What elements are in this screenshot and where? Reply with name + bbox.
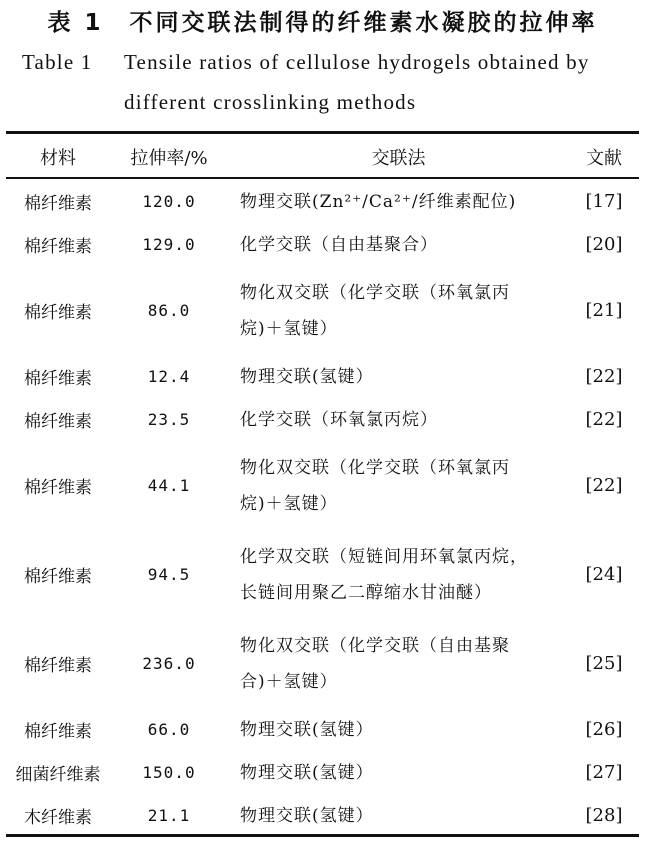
cell-ratio: 86.0: [147, 301, 191, 320]
method-line: 物理交联(氢键）: [240, 366, 374, 387]
method-line: 物理交联(氢键）: [240, 719, 374, 740]
cell-ratio: 236.0: [142, 654, 196, 673]
cell-ratio: 66.0: [147, 720, 191, 739]
method-line: 化学交联（自由基聚合）: [240, 234, 438, 255]
cell-method: [228, 794, 569, 837]
method-line: 化学交联（环氧氯丙烷）: [240, 409, 438, 430]
cell-method: [228, 441, 569, 530]
method-line: 烷)＋氢键）: [240, 318, 338, 339]
cell-ref: [26]: [585, 719, 623, 740]
method-line: 化学双交联（短链间用环氧氯丙烷，: [240, 546, 528, 567]
table-row: [6, 530, 639, 619]
cell-ref: [27]: [585, 762, 623, 783]
header-ref: 文献: [586, 148, 622, 169]
cell-ref: [17]: [585, 191, 623, 212]
method-line: 合)＋氢键）: [240, 671, 338, 692]
cell-ref: [25]: [585, 653, 623, 674]
cell-material: 棉纤维素: [24, 303, 92, 323]
cell-method: [228, 223, 569, 266]
header-row: [6, 134, 639, 180]
cell-method: [228, 180, 569, 223]
table-title-en: [22, 50, 590, 75]
table-row: [6, 223, 639, 266]
cell-ref: [22]: [585, 366, 623, 387]
cell-method: [228, 355, 569, 398]
method-line: 物化双交联（化学交联（自由基聚: [240, 635, 510, 656]
cell-ratio: 12.4: [147, 367, 191, 386]
method-line: 物理交联(氢键）: [240, 805, 374, 826]
table-label-en: Table 1: [22, 50, 93, 74]
cell-ratio: 150.0: [142, 763, 196, 782]
cell-method: [228, 751, 569, 794]
cell-method: [228, 708, 569, 751]
cell-material: 棉纤维素: [24, 722, 92, 742]
table-row: [6, 751, 639, 794]
method-line: 长链间用聚乙二醇缩水甘油醚）: [240, 582, 492, 603]
cell-ref: [22]: [585, 409, 623, 430]
title-en-line2: different crosslinking methods: [124, 90, 417, 114]
cell-material: 棉纤维素: [24, 237, 92, 257]
cell-ratio: 44.1: [147, 476, 191, 495]
cell-ref: [24]: [585, 564, 623, 585]
cell-ratio: 120.0: [142, 192, 196, 211]
table-row: [6, 794, 639, 837]
cell-ratio: 21.1: [147, 806, 191, 825]
cell-method: [228, 266, 569, 355]
header-material: 材料: [40, 148, 76, 169]
cell-ref: [21]: [585, 300, 623, 321]
cell-method: [228, 530, 569, 619]
cell-ratio: 94.5: [147, 565, 191, 584]
cell-ratio: 129.0: [142, 235, 196, 254]
cell-material: 细菌纤维素: [15, 765, 101, 785]
table-row: [6, 266, 639, 355]
cell-material: 棉纤维素: [24, 656, 92, 676]
cell-material: 棉纤维素: [24, 194, 92, 214]
table-row: [6, 619, 639, 708]
cell-ratio: 23.5: [147, 410, 191, 429]
method-line: 物化双交联（化学交联（环氧氯丙: [240, 457, 510, 478]
method-line: 物理交联(Zn²⁺/Ca²⁺/纤维素配位): [240, 191, 517, 212]
table-row: [6, 441, 639, 530]
cell-material: 木纤维素: [24, 808, 92, 828]
cell-method: [228, 398, 569, 441]
header-ratio: 拉伸率/%: [130, 148, 208, 169]
table-row: [6, 398, 639, 441]
table-row: [6, 180, 639, 223]
header-method: 交联法: [371, 148, 426, 169]
cell-material: 棉纤维素: [24, 478, 92, 498]
cell-ref: [28]: [585, 805, 623, 826]
title-en-line1: Tensile ratios of cellulose hydrogels obtained by: [124, 50, 590, 74]
cell-material: 棉纤维素: [24, 412, 92, 432]
method-line: 物化双交联（化学交联（环氧氯丙: [240, 282, 510, 303]
cell-material: 棉纤维素: [24, 567, 92, 587]
table-title: 表 1 不同交联法制得的纤维素水凝胶的拉伸率: [47, 10, 598, 36]
method-line: 烷)＋氢键）: [240, 493, 338, 514]
cell-material: 棉纤维素: [24, 369, 92, 389]
data-table: [6, 134, 639, 837]
method-line: 物理交联(氢键）: [240, 762, 374, 783]
table-row: [6, 708, 639, 751]
cell-ref: [22]: [585, 475, 623, 496]
cell-method: [228, 619, 569, 708]
cell-ref: [20]: [585, 234, 623, 255]
table-row: [6, 355, 639, 398]
